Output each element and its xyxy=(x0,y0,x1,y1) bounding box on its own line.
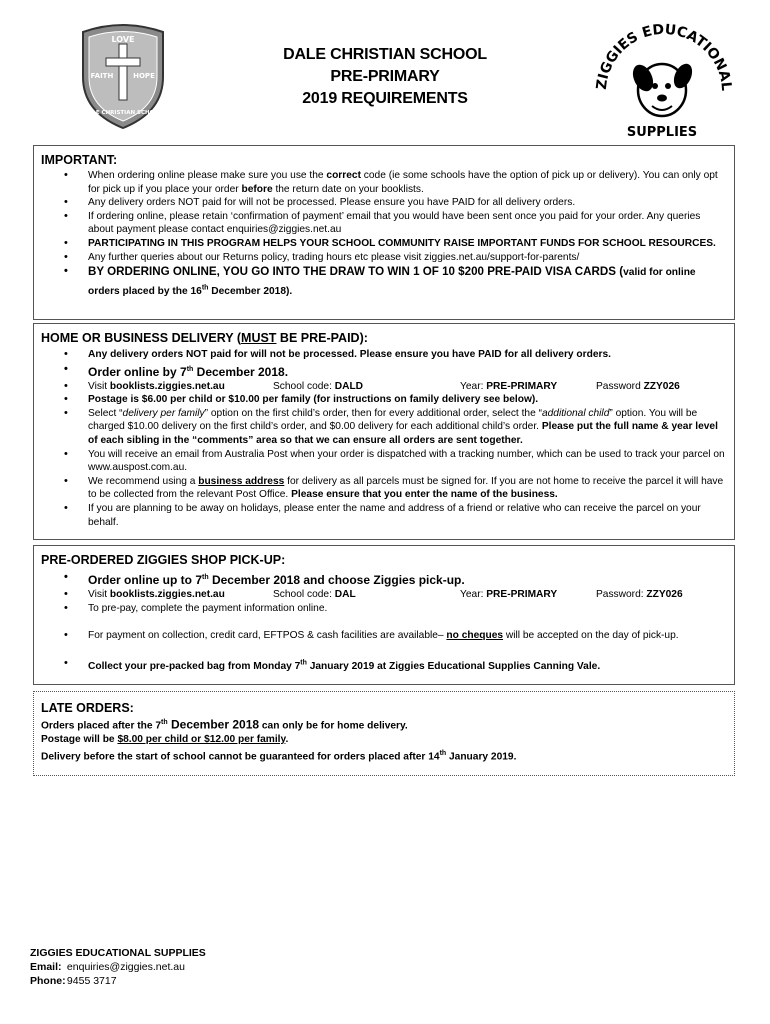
footer-company: ZIGGIES EDUCATIONAL SUPPLIES xyxy=(30,947,206,959)
delivery-item-business: • We recommend using a business address for delivery as all parcels must be signed for. If you are not home to receive the parcel it will have to be collected from the relevant Post Office. Please ensure that you enter the name of the business. xyxy=(88,475,726,502)
delivery-password: ZZY026 xyxy=(643,380,680,392)
pickup-item-visit: • Visit booklists.ziggies.net.au School code: DAL Year: PRE-PRIMARY Password: ZZY026 xyxy=(88,588,726,602)
crest-school-text: DALE CHRISTIAN SCHOOL xyxy=(83,110,163,116)
footer-email-row: Email: enquiries@ziggies.net.au xyxy=(30,961,185,973)
delivery-item-auspost: • You will receive an email from Australia Post when your order is dispatched with a tracking number, which can be used to track your parcel on www.auspost.com.au. xyxy=(88,448,726,475)
delivery-section xyxy=(33,323,735,540)
ziggies-logo-bottom-text: SUPPLIES xyxy=(626,125,698,140)
contact-footer xyxy=(30,946,206,988)
footer-email[interactable]: enquiries@ziggies.net.au xyxy=(66,961,185,973)
ziggies-logo xyxy=(588,20,738,140)
pickup-item-order-by: • Order online up to 7th December 2018 and choose Ziggies pick-up. xyxy=(88,570,726,588)
footer-phone-row: Phone: 9455 3717 xyxy=(30,975,117,987)
important-item-confirmation: • If ordering online, please retain ‘confirmation of payment’ email that you would have been sent once you paid for your order. Any queries about payment please contact enquiries@ziggies.net.au xyxy=(88,210,726,237)
crest-faith-text: FAITH xyxy=(90,72,114,80)
important-item-funds: • PARTICIPATING IN THIS PROGRAM HELPS YOUR SCHOOL COMMUNITY RAISE IMPORTANT FUNDS FOR SCHOOL RESOURCES. xyxy=(88,237,726,251)
pickup-school-code: DAL xyxy=(334,589,356,600)
pickup-item-payment: • For payment on collection, credit card, EFTPOS & cash facilities are available– no cheques will be accepted on the day of pick-up. xyxy=(88,629,726,643)
level-name: PRE-PRIMARY xyxy=(330,68,440,85)
pickup-section xyxy=(33,545,735,685)
crest-hope-text: HOPE xyxy=(133,72,155,80)
pickup-password: ZZY026 xyxy=(646,589,683,600)
important-item-draw: • BY ORDERING ONLINE, YOU GO INTO THE DRAW TO WIN 1 OF 10 $200 PRE-PAID VISA CARDS (valid for online orders placed by the 16th December 2018). xyxy=(88,264,726,298)
delivery-heading: HOME OR BUSINESS DELIVERY (MUST BE PRE-PAID): xyxy=(41,331,368,345)
ziggies-logo-top-text: ZIGGIES EDUCATIONAL xyxy=(593,21,735,92)
delivery-item-postage: • Postage is $6.00 per child or $10.00 per family (for instructions on family delivery see below). xyxy=(88,393,726,407)
delivery-school-code: DALD xyxy=(334,380,364,392)
delivery-booklist-link[interactable]: booklists.ziggies.net.au xyxy=(109,380,225,392)
important-item-code: • When ordering online please make sure you use the correct code (ie some schools have the option of pick up or delivery). You can only opt for pick up if you place your order before the return date on your booklists. xyxy=(88,169,726,196)
delivery-item-family: • Select “delivery per family” option on the first child’s order, then for every additional order, select the “additional child” option. You will be charged $10.00 delivery on the first child’s order, and $0.00 delivery for each additional child’s order. Please put the full name & year level of each sibling in the “comments” area so that we can ensure all orders are sent together. xyxy=(88,407,726,448)
important-section xyxy=(33,145,735,320)
delivery-item-order-by: • Order online by 7th December 2018. xyxy=(88,362,726,380)
important-item-unpaid: • Any delivery orders NOT paid for will not be processed. Please ensure you have PAID for all delivery orders. xyxy=(88,196,726,210)
delivery-item-unpaid: • Any delivery orders NOT paid for will not be processed. Please ensure you have PAID for all delivery orders. xyxy=(88,348,726,362)
late-line-guarantee: Delivery before the start of school cannot be guaranteed for orders placed after 14th January 2019. xyxy=(41,749,517,762)
pickup-item-prepay: • To pre-pay, complete the payment information online. xyxy=(88,602,726,616)
pickup-item-collect: • Collect your pre-packed bag from Monday 7th January 2019 at Ziggies Educational Supplies Canning Vale. xyxy=(88,657,726,674)
late-line-postage: Postage will be $8.00 per child or $12.00 per family. xyxy=(41,733,289,745)
late-orders-section xyxy=(33,691,735,776)
school-name: DALE CHRISTIAN SCHOOL xyxy=(283,46,487,63)
late-orders-heading: LATE ORDERS: xyxy=(41,701,134,715)
requirements-year: 2019 REQUIREMENTS xyxy=(302,90,468,107)
pickup-heading: PRE-ORDERED ZIGGIES SHOP PICK-UP: xyxy=(41,553,286,567)
important-heading: IMPORTANT: xyxy=(41,153,118,167)
delivery-item-holidays: • If you are planning to be away on holidays, please enter the name and address of a friend or relative who can receive the parcel on your behalf. xyxy=(88,502,726,529)
pickup-booklist-link[interactable]: booklists.ziggies.net.au xyxy=(109,589,225,600)
delivery-item-visit: • Visit booklists.ziggies.net.au School code: DALD Year: PRE-PRIMARY Password ZZY026 xyxy=(88,380,726,394)
footer-phone: 9455 3717 xyxy=(66,975,117,987)
crest-love-text: LOVE xyxy=(111,35,135,44)
important-item-returns: • Any further queries about our Returns policy, trading hours etc please visit ziggies.net.au/support-for-parents/ xyxy=(88,251,726,265)
late-line-home-delivery: Orders placed after the 7th December 2018 can only be for home delivery. xyxy=(41,717,408,732)
